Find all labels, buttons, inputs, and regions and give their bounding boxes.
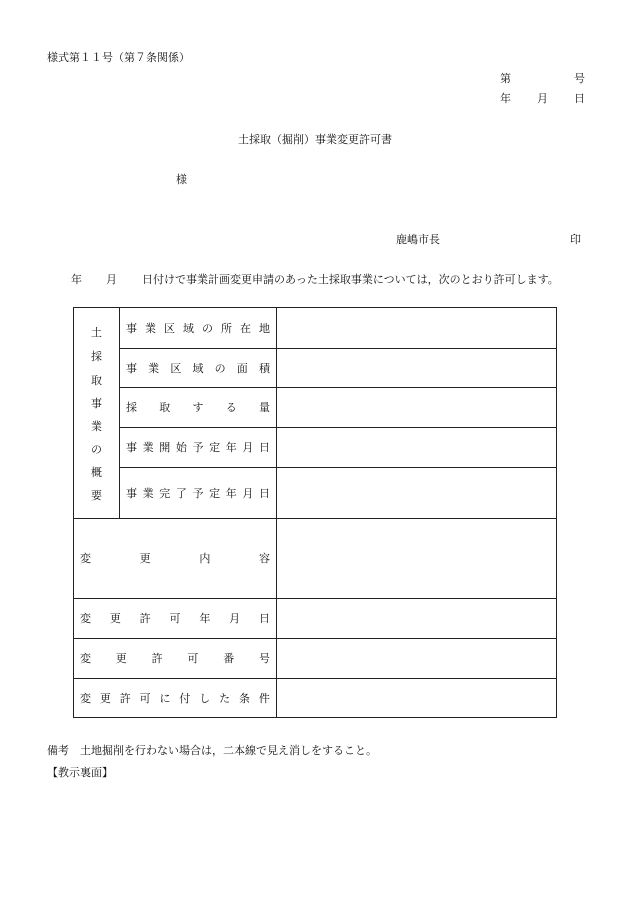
issuer-name: 鹿嶋市長 [396,233,440,246]
row-label-change-details: 変 更 内 容 [80,552,270,565]
statement-text: 日付けで事業計画変更申請のあった土採取事業については，次のとおり許可します。 [142,273,559,286]
side-label-char: 取 [91,374,102,387]
row-label-planned-start-date: 事 業 開 始 予 定 年 月 日 [126,441,270,454]
remarks-note: 備考 土地掘削を行わない場合は，二本線で見え消しをすること。 [47,744,377,757]
column-divider [119,308,120,518]
side-label-char: 概 [91,466,102,479]
permit-details-table [73,307,557,718]
document-title: 土採取（掘削）事業変更許可書 [238,133,392,146]
value-change-permit-number[interactable] [277,638,557,678]
side-label-char: 事 [91,397,102,410]
date-year: 年 [500,92,511,105]
row-label-change-permit-conditions: 変 更 許 可 に 付 し た 条 件 [80,692,270,705]
value-site-location[interactable] [277,308,557,348]
side-label-char: 土 [91,326,102,339]
statement-month: 月 [106,273,117,286]
side-label-char: 要 [91,489,102,502]
seal-mark: 印 [570,233,581,246]
document-number-suffix: 号 [574,72,585,85]
side-label-char: 採 [91,350,102,363]
value-planned-end-date[interactable] [277,467,557,518]
side-label-char: の [91,443,102,456]
reverse-side-marker: 【教示裏面】 [47,766,113,779]
value-extraction-volume[interactable] [277,387,557,427]
statement-year: 年 [71,273,82,286]
permit-statement [71,271,591,285]
row-label-site-location: 事 業 区 域 の 所 在 地 [126,322,270,335]
row-label-change-permit-date: 変 更 許 可 年 月 日 [80,612,270,625]
row-label-planned-end-date: 事 業 完 了 予 定 年 月 日 [126,486,270,500]
addressee-suffix: 様 [176,173,187,186]
value-planned-start-date[interactable] [277,427,557,467]
date-month: 月 [537,92,548,105]
row-label-change-permit-number: 変 更 許 可 番 号 [80,652,270,665]
side-label-char: 業 [91,420,102,433]
document-number-prefix: 第 [500,72,511,85]
value-change-permit-conditions[interactable] [277,678,557,718]
row-label-site-area: 事 業 区 域 の 面 積 [126,361,270,375]
row-label-extraction-volume: 採 取 す る 量 [126,401,270,414]
value-site-area[interactable] [277,348,557,387]
value-change-permit-date[interactable] [277,598,557,638]
value-change-details[interactable] [277,518,557,598]
overview-side-label [74,308,119,518]
form-number: 様式第１１号（第７条関係） [47,51,190,64]
date-day: 日 [574,92,585,105]
